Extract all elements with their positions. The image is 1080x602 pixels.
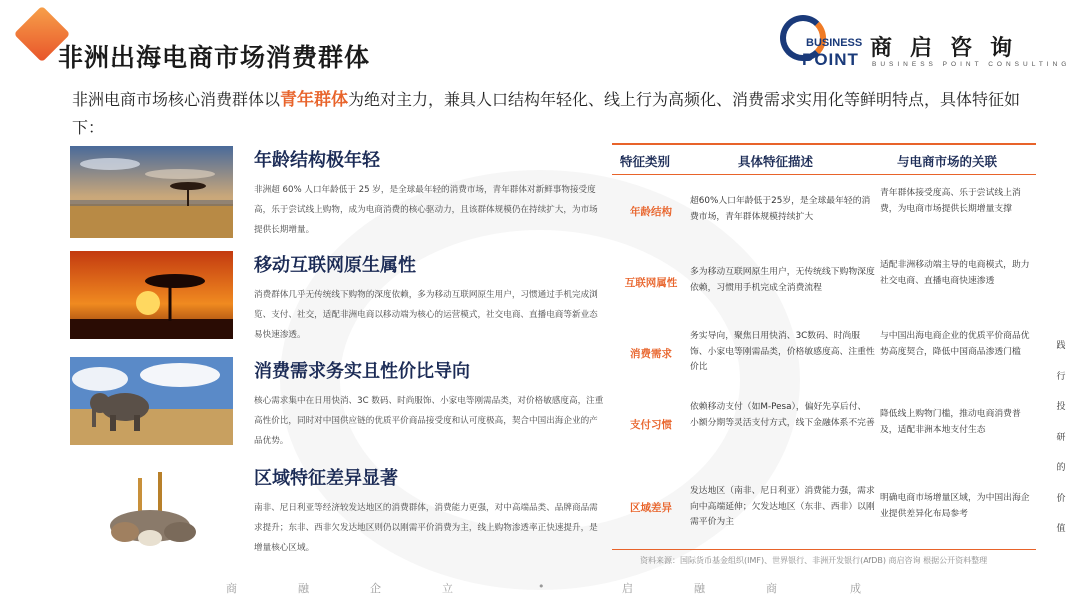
table-cell-relation: 降低线上购物门槛，推动电商消费普及，适配非洲本地支付生态 <box>880 409 1021 435</box>
animals-group-photo <box>70 464 233 556</box>
intro-after: 为绝对主力，兼具人口结构年轻化、线上行为高频化、消费需求实用化等鲜明特点，具体特征如下： <box>72 90 1021 137</box>
table-cell-relation: 与中国出海电商企业的优质平价商品优势高度契合，降低中国商品渗透门槛 <box>880 331 1030 357</box>
footer-char: 商 <box>226 582 237 595</box>
side-slogan <box>1054 338 1068 552</box>
side-char: 的 <box>1056 463 1066 473</box>
footer-char: 企 <box>370 582 381 595</box>
side-char: 值 <box>1056 524 1066 534</box>
intro-paragraph <box>72 86 1032 142</box>
intro-before: 非洲电商市场核心消费群体以 <box>72 90 281 109</box>
table-cell-category: 年龄结构 <box>630 206 672 218</box>
table-cell-relation: 明确电商市场增量区域，为中国出海企业提供差异化布局参考 <box>880 493 1030 519</box>
table-cell-relation: 青年群体接受度高、乐于尝试线上消费，为电商市场提供长期增量支撑 <box>880 188 1021 214</box>
logo-chinese-name: 商启咨询 <box>870 36 1031 61</box>
footer-char: 融 <box>694 582 705 595</box>
section-title: 区域特征差异显著 <box>254 468 398 489</box>
section-title: 消费需求务实且性价比导向 <box>254 361 470 382</box>
table-top-rule <box>612 143 1036 145</box>
table-cell-relation: 适配非洲移动端主导的电商模式，助力社交电商、直播电商快速渗透 <box>880 260 1030 286</box>
section-title: 移动互联网原生属性 <box>254 255 416 276</box>
logo-english-name: BUSINESS POINT CONSULTING <box>872 61 1071 68</box>
sunset-acacia-photo <box>70 251 233 343</box>
table-cell-category: 消费需求 <box>630 348 672 360</box>
footer-char: 立 <box>442 582 453 595</box>
table-cell-category: 支付习惯 <box>630 419 672 431</box>
footer-char: 商 <box>766 582 777 595</box>
footer-char: 融 <box>298 582 309 595</box>
table-cell-description: 务实导向，聚焦日用快消、3C数码、时尚服饰、小家电等刚需品类，价格敏感度高、注重性价比 <box>690 331 875 372</box>
side-char: 践 <box>1056 341 1066 351</box>
footer-char: 启 <box>622 582 633 595</box>
side-char: 价 <box>1056 493 1066 504</box>
section-text: 南非、尼日利亚等经济较发达地区的消费群体，消费能力更强，对中高端品类、品牌商品需求提升；东非、西非欠发达地区则仍以刚需平价消费为主，线上购物渗透率正快速提升，是增量核心区域。 <box>254 503 598 553</box>
savanna-tree-photo <box>70 146 233 238</box>
table-header-category: 特征类别 <box>620 154 671 169</box>
footer-char: 成 <box>850 582 861 595</box>
table-cell-category: 互联网属性 <box>624 277 678 289</box>
table-header-rule <box>612 174 1036 175</box>
section-text: 核心需求集中在日用快消、3C 数码、时尚服饰、小家电等刚需品类，对价格敏感度高，注重高性价比，同时对中国供应链的优质平价商品接受度和认可度极高，契合中国出海企业的产品优势。 <box>254 396 604 446</box>
elephant-photo <box>70 357 233 449</box>
side-char: 行 <box>1056 371 1066 382</box>
table-source-note: 资料来源：国际货币基金组织(IMF)、世界银行、非洲开发银行(AfDB) 商启咨询 根据公开资料整理 <box>640 556 988 565</box>
table-cell-category: 区域差异 <box>630 502 672 514</box>
section-title: 年龄结构极年轻 <box>254 150 380 171</box>
section-text: 非洲超 60% 人口年龄低于 25 岁，是全球最年轻的消费市场，青年群体对新鲜事物接受度高，乐于尝试线上购物，成为电商消费的核心驱动力，且该群体规模仍在持续扩大，为市场提供长期增量。 <box>254 185 598 235</box>
side-char: 研 <box>1056 432 1066 443</box>
table-cell-description: 超60%人口年龄低于25岁，是全球最年轻的消费市场，青年群体规模持续扩大 <box>690 196 871 222</box>
footer-char: • <box>538 580 545 593</box>
logo-business-text: BUSINESS <box>806 37 863 49</box>
table-cell-description: 发达地区（南非、尼日利亚）消费能力强，需求向中高端延伸；欠发达地区（东非、西非）以刚需平价为主 <box>690 486 875 527</box>
side-char: 投 <box>1056 402 1066 412</box>
table-cell-description: 多为移动互联网原生用户，无传统线下购物深度依赖，习惯用手机完成全消费流程 <box>690 267 875 293</box>
table-header-description: 具体特征描述 <box>738 154 814 169</box>
table-cell-description: 依赖移动支付（如M-Pesa），偏好先享后付、小额分期等灵活支付方式，线下金融体系不完善 <box>690 402 875 428</box>
table-header-relation: 与电商市场的关联 <box>897 154 998 169</box>
page-title: 非洲出海电商市场消费群体 <box>58 43 371 72</box>
table-bottom-rule <box>612 549 1036 550</box>
brand-logo <box>780 15 1070 73</box>
intro-highlight: 青年群体 <box>280 90 349 110</box>
logo-point-text: POINT <box>802 50 859 69</box>
section-text: 消费群体几乎无传统线下购物的深度依赖，多为移动互联网原生用户，习惯通过手机完成浏览、支付、社交，适配非洲电商以移动端为核心的运营模式，社交电商、直播电商等新业态易快速渗透。 <box>254 290 598 340</box>
